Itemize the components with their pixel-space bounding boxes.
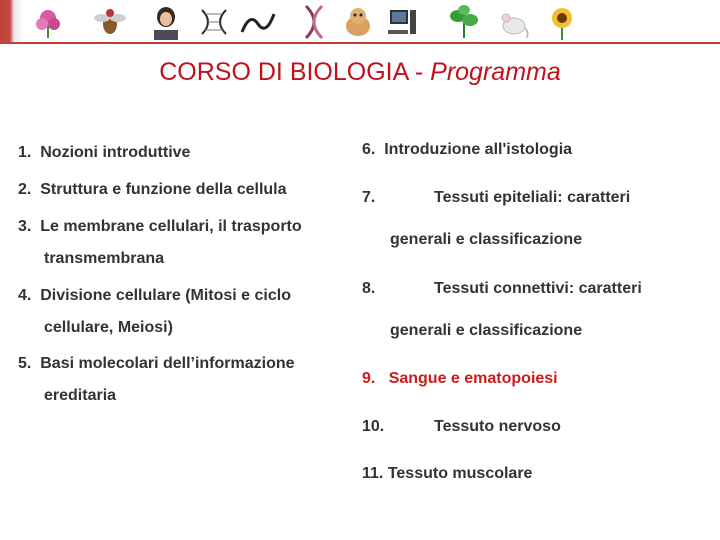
- list-item: [18, 218, 302, 236]
- item-number: 5.: [18, 355, 32, 372]
- item-text: Introduzione all'istologia: [384, 141, 573, 158]
- mouse-icon: [496, 4, 532, 40]
- item-text: Tessuti connettivi: caratteri: [434, 280, 642, 297]
- worm-icon: [240, 4, 276, 40]
- item-text: Divisione cellulare (Mitosi e ciclo: [40, 287, 291, 304]
- item-text: Nozioni introduttive: [40, 144, 191, 161]
- list-item: [18, 287, 291, 305]
- item-number: 2.: [18, 181, 32, 198]
- item-text: Tessuti epiteliali: caratteri: [434, 189, 631, 206]
- dna-icon: [196, 4, 232, 40]
- item-text: Struttura e funzione della cellula: [40, 181, 287, 198]
- item-text: Basi molecolari dell’informazione: [40, 355, 295, 372]
- item-text: Tessuto nervoso: [434, 418, 561, 435]
- item-number: 10.: [362, 418, 385, 435]
- flower-icon: [30, 4, 66, 40]
- item-text: Le membrane cellulari, il trasporto: [40, 218, 302, 235]
- dna-icon: [296, 4, 332, 40]
- list-item-highlighted: [362, 370, 558, 388]
- item-text: Tessuto muscolare: [387, 465, 533, 482]
- list-item-continuation: generali e classificazione: [390, 231, 583, 248]
- title-dash: -: [414, 58, 424, 86]
- list-item-continuation: generali e classificazione: [390, 322, 583, 339]
- title-sub: Programma: [430, 58, 561, 86]
- item-number: 11.: [362, 465, 384, 482]
- item-number: 3.: [18, 218, 32, 235]
- list-item: [18, 355, 295, 373]
- item-text: Sangue e ematopoiesi: [388, 370, 558, 387]
- banner-rule: [0, 42, 720, 44]
- puppy-icon: [340, 4, 376, 40]
- title-main: CORSO DI BIOLOGIA: [159, 58, 408, 86]
- sunflower-icon: [544, 4, 580, 40]
- list-item: [362, 141, 572, 159]
- fly-icon: [92, 4, 128, 40]
- item-number: 8.: [362, 280, 376, 297]
- list-item: [362, 465, 532, 483]
- item-number: 7.: [362, 189, 376, 206]
- computer-icon: [384, 4, 420, 40]
- item-number: 1.: [18, 144, 32, 161]
- list-item-continuation: ereditaria: [44, 387, 117, 404]
- plant-icon: [446, 4, 482, 40]
- page-title: [0, 58, 720, 87]
- list-item: [18, 144, 190, 162]
- list-item-continuation: transmembrana: [44, 250, 165, 267]
- item-number: 4.: [18, 287, 32, 304]
- item-number: 9.: [362, 370, 376, 387]
- header-banner: [0, 0, 720, 44]
- list-item-continuation: cellulare, Meiosi): [44, 319, 173, 336]
- item-number: 6.: [362, 141, 376, 158]
- person-photo-icon: [148, 4, 184, 40]
- list-item: [18, 181, 287, 199]
